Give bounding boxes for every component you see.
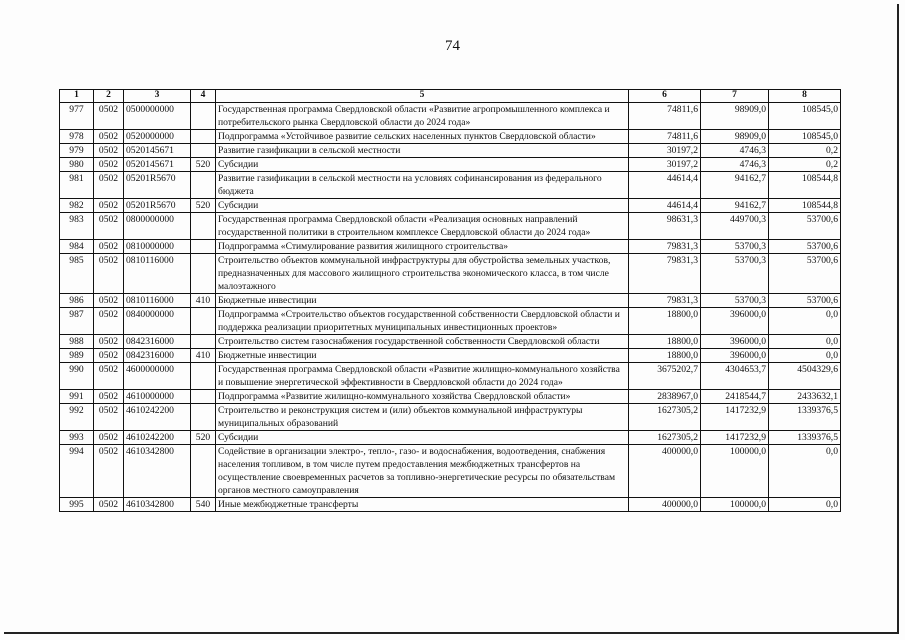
- item-name: Субсидии: [216, 158, 629, 172]
- amount-col-8: 0,0: [769, 349, 841, 363]
- expense-type: [191, 335, 216, 349]
- target-code: 0520145671: [124, 144, 191, 158]
- target-code: 4610242200: [124, 404, 191, 431]
- amount-col-8: 1339376,5: [769, 404, 841, 431]
- section-code: 0502: [94, 404, 124, 431]
- item-name: Субсидии: [216, 199, 629, 213]
- section-code: 0502: [94, 213, 124, 240]
- target-code: 0520000000: [124, 130, 191, 144]
- target-code: 0840000000: [124, 308, 191, 335]
- amount-col-8: 0,0: [769, 308, 841, 335]
- row-number: 990: [60, 363, 94, 390]
- expense-type: [191, 172, 216, 199]
- amount-col-8: 108545,0: [769, 130, 841, 144]
- expense-type: [191, 130, 216, 144]
- section-code: 0502: [94, 144, 124, 158]
- section-code: 0502: [94, 240, 124, 254]
- table-row: [60, 349, 841, 363]
- amount-col-7: 396000,0: [701, 349, 769, 363]
- row-number: 988: [60, 335, 94, 349]
- amount-col-7: 98909,0: [701, 103, 769, 130]
- amount-col-7: 396000,0: [701, 335, 769, 349]
- amount-col-6: 2838967,0: [629, 390, 701, 404]
- amount-col-8: 53700,6: [769, 254, 841, 294]
- row-number: 977: [60, 103, 94, 130]
- expense-type: [191, 103, 216, 130]
- item-name: Государственная программа Свердловской области «Развитие жилищно-коммунального хозяйства и повышение энергетической эффективности в Свердловской области до 2024 года»: [216, 363, 629, 390]
- target-code: 05201R5670: [124, 199, 191, 213]
- amount-col-6: 79831,3: [629, 240, 701, 254]
- amount-col-6: 400000,0: [629, 498, 701, 512]
- header-cell-2: 2: [94, 90, 124, 103]
- table-row: [60, 199, 841, 213]
- amount-col-6: 44614,4: [629, 199, 701, 213]
- header-cell-3: 3: [124, 90, 191, 103]
- item-name: Развитие газификации в сельской местности на условиях софинансирования из федерального бюджета: [216, 172, 629, 199]
- item-name: Государственная программа Свердловской области «Реализация основных направлений государственной политики в строительном комплексе Свердловской области до 2024 года»: [216, 213, 629, 240]
- header-cell-1: 1: [60, 90, 94, 103]
- expense-type: [191, 308, 216, 335]
- amount-col-7: 53700,3: [701, 254, 769, 294]
- row-number: 984: [60, 240, 94, 254]
- amount-col-8: 0,0: [769, 445, 841, 498]
- table-row: [60, 363, 841, 390]
- header-cell-6: 6: [629, 90, 701, 103]
- expense-type: 540: [191, 498, 216, 512]
- amount-col-7: 100000,0: [701, 445, 769, 498]
- section-code: 0502: [94, 308, 124, 335]
- item-name: Бюджетные инвестиции: [216, 349, 629, 363]
- table-row: [60, 103, 841, 130]
- row-number: 985: [60, 254, 94, 294]
- target-code: 4600000000: [124, 363, 191, 390]
- expense-type: [191, 240, 216, 254]
- amount-col-8: 108544,8: [769, 199, 841, 213]
- amount-col-6: 18800,0: [629, 308, 701, 335]
- target-code: 4610000000: [124, 390, 191, 404]
- target-code: 0810000000: [124, 240, 191, 254]
- row-number: 980: [60, 158, 94, 172]
- row-number: 991: [60, 390, 94, 404]
- table-row: [60, 404, 841, 431]
- item-name: Строительство систем газоснабжения государственной собственности Свердловской области: [216, 335, 629, 349]
- amount-col-7: 53700,3: [701, 240, 769, 254]
- expense-type: 410: [191, 349, 216, 363]
- amount-col-7: 100000,0: [701, 498, 769, 512]
- amount-col-7: 94162,7: [701, 172, 769, 199]
- target-code: 4610342800: [124, 445, 191, 498]
- amount-col-7: 4304653,7: [701, 363, 769, 390]
- amount-col-6: 18800,0: [629, 349, 701, 363]
- section-code: 0502: [94, 349, 124, 363]
- amount-col-6: 44614,4: [629, 172, 701, 199]
- row-number: 993: [60, 431, 94, 445]
- amount-col-7: 53700,3: [701, 294, 769, 308]
- row-number: 987: [60, 308, 94, 335]
- item-name: Подпрограмма «Строительство объектов государственной собственности Свердловской области и поддержка реализации приоритетных муниципальных инвестиционных проектов»: [216, 308, 629, 335]
- amount-col-6: 18800,0: [629, 335, 701, 349]
- amount-col-6: 74811,6: [629, 130, 701, 144]
- section-code: 0502: [94, 130, 124, 144]
- header-cell-8: 8: [769, 90, 841, 103]
- amount-col-7: 4746,3: [701, 158, 769, 172]
- expense-type: 520: [191, 431, 216, 445]
- table-row: [60, 254, 841, 294]
- amount-col-8: 1339376,5: [769, 431, 841, 445]
- section-code: 0502: [94, 103, 124, 130]
- amount-col-6: 1627305,2: [629, 431, 701, 445]
- table-row: [60, 158, 841, 172]
- amount-col-6: 30197,2: [629, 158, 701, 172]
- expense-type: 520: [191, 158, 216, 172]
- header-cell-5: 5: [216, 90, 629, 103]
- expense-type: 410: [191, 294, 216, 308]
- amount-col-6: 79831,3: [629, 294, 701, 308]
- section-code: 0502: [94, 254, 124, 294]
- row-number: 982: [60, 199, 94, 213]
- section-code: 0502: [94, 431, 124, 445]
- amount-col-8: 108545,0: [769, 103, 841, 130]
- table-row: [60, 445, 841, 498]
- table-row: [60, 498, 841, 512]
- amount-col-6: 98631,3: [629, 213, 701, 240]
- amount-col-8: 0,0: [769, 335, 841, 349]
- item-name: Содействие в организации электро-, тепло-, газо- и водоснабжения, водоотведения, снабжения населения топливом, в том числе путем предоставления межбюджетных трансфертов на осуществление своевременных расчетов за топливно-энергетические ресурсы по обязательствам органов местного самоуправления: [216, 445, 629, 498]
- row-number: 978: [60, 130, 94, 144]
- table-row: [60, 130, 841, 144]
- expense-type: [191, 404, 216, 431]
- section-code: 0502: [94, 363, 124, 390]
- table-row: [60, 390, 841, 404]
- section-code: 0502: [94, 294, 124, 308]
- item-name: Подпрограмма «Устойчивое развитие сельских населенных пунктов Свердловской области»: [216, 130, 629, 144]
- header-cell-4: 4: [191, 90, 216, 103]
- target-code: 0810116000: [124, 254, 191, 294]
- amount-col-7: 98909,0: [701, 130, 769, 144]
- amount-col-8: 108544,8: [769, 172, 841, 199]
- expense-type: [191, 363, 216, 390]
- page-number: 74: [445, 38, 460, 54]
- section-code: 0502: [94, 390, 124, 404]
- amount-col-6: 30197,2: [629, 144, 701, 158]
- table-row: [60, 240, 841, 254]
- row-number: 992: [60, 404, 94, 431]
- table-row: [60, 172, 841, 199]
- row-number: 994: [60, 445, 94, 498]
- target-code: 0810116000: [124, 294, 191, 308]
- section-code: 0502: [94, 335, 124, 349]
- row-number: 981: [60, 172, 94, 199]
- row-number: 979: [60, 144, 94, 158]
- section-code: 0502: [94, 498, 124, 512]
- amount-col-6: 3675202,7: [629, 363, 701, 390]
- amount-col-8: 2433632,1: [769, 390, 841, 404]
- item-name: Подпрограмма «Стимулирование развития жилищного строительства»: [216, 240, 629, 254]
- amount-col-8: 0,2: [769, 158, 841, 172]
- amount-col-8: 53700,6: [769, 240, 841, 254]
- table-row: [60, 294, 841, 308]
- amount-col-6: 400000,0: [629, 445, 701, 498]
- table-row: [60, 335, 841, 349]
- target-code: 4610342800: [124, 498, 191, 512]
- item-name: Субсидии: [216, 431, 629, 445]
- target-code: 0520145671: [124, 158, 191, 172]
- expense-type: [191, 390, 216, 404]
- amount-col-7: 396000,0: [701, 308, 769, 335]
- item-name: Строительство и реконструкция систем и (или) объектов коммунальной инфраструктуры муниципальных образований: [216, 404, 629, 431]
- amount-col-7: 1417232,9: [701, 404, 769, 431]
- item-name: Бюджетные инвестиции: [216, 294, 629, 308]
- amount-col-8: 0,2: [769, 144, 841, 158]
- amount-col-7: 4746,3: [701, 144, 769, 158]
- expense-type: [191, 213, 216, 240]
- table-row: [60, 308, 841, 335]
- header-row: [60, 90, 841, 103]
- amount-col-6: 74811,6: [629, 103, 701, 130]
- row-number: 986: [60, 294, 94, 308]
- header-cell-7: 7: [701, 90, 769, 103]
- item-name: Подпрограмма «Развитие жилищно-коммунального хозяйства Свердловской области»: [216, 390, 629, 404]
- table-row: [60, 144, 841, 158]
- amount-col-8: 0,0: [769, 498, 841, 512]
- expense-type: [191, 445, 216, 498]
- section-code: 0502: [94, 172, 124, 199]
- amount-col-7: 94162,7: [701, 199, 769, 213]
- amount-col-7: 449700,3: [701, 213, 769, 240]
- row-number: 989: [60, 349, 94, 363]
- amount-col-8: 53700,6: [769, 294, 841, 308]
- target-code: 0842316000: [124, 349, 191, 363]
- amount-col-6: 79831,3: [629, 254, 701, 294]
- item-name: Иные межбюджетные трансферты: [216, 498, 629, 512]
- table-row: [60, 213, 841, 240]
- table-row: [60, 431, 841, 445]
- target-code: 0842316000: [124, 335, 191, 349]
- section-code: 0502: [94, 445, 124, 498]
- item-name: Строительство объектов коммунальной инфраструктуры для обустройства земельных участков, предназначенных для массового жилищного строительства экономического класса, в том числе малоэтажного: [216, 254, 629, 294]
- item-name: Развитие газификации в сельской местности: [216, 144, 629, 158]
- amount-col-8: 53700,6: [769, 213, 841, 240]
- section-code: 0502: [94, 199, 124, 213]
- amount-col-6: 1627305,2: [629, 404, 701, 431]
- target-code: 05201R5670: [124, 172, 191, 199]
- expense-type: [191, 144, 216, 158]
- budget-table: [59, 89, 841, 512]
- amount-col-8: 4504329,6: [769, 363, 841, 390]
- expense-type: 520: [191, 199, 216, 213]
- section-code: 0502: [94, 158, 124, 172]
- expense-type: [191, 254, 216, 294]
- row-number: 995: [60, 498, 94, 512]
- item-name: Государственная программа Свердловской области «Развитие агропромышленного комплекса и потребительского рынка Свердловской области до 2024 года»: [216, 103, 629, 130]
- amount-col-7: 2418544,7: [701, 390, 769, 404]
- target-code: 4610242200: [124, 431, 191, 445]
- amount-col-7: 1417232,9: [701, 431, 769, 445]
- target-code: 0800000000: [124, 213, 191, 240]
- row-number: 983: [60, 213, 94, 240]
- target-code: 0500000000: [124, 103, 191, 130]
